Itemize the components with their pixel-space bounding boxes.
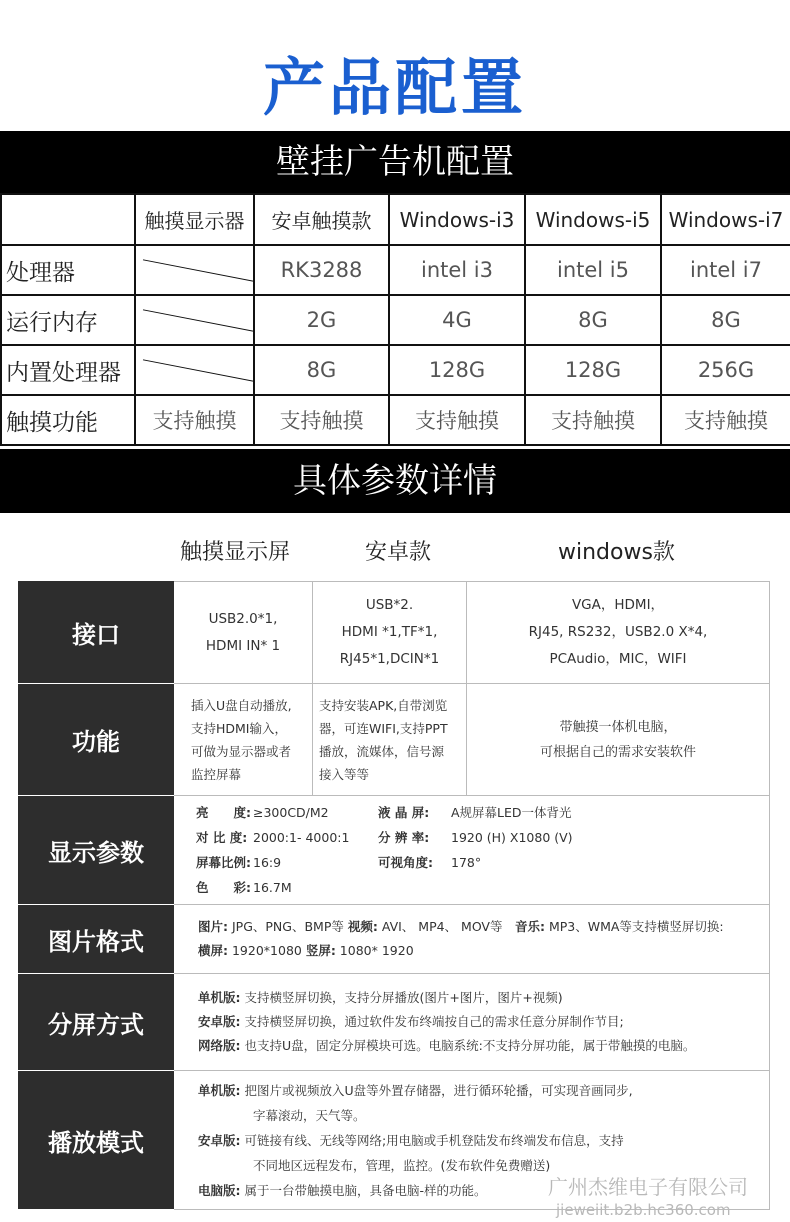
display-param-line — [196, 800, 769, 825]
spec-row-function — [19, 684, 770, 796]
spec-line: 带触摸一体机电脑， — [559, 719, 677, 735]
display-param-value: 1920 (H) X1080 (V) — [451, 830, 573, 845]
split-key: 单机版: — [198, 990, 241, 1005]
config-cell: 2G — [254, 295, 389, 345]
spec-row-label: 接口 — [19, 582, 174, 684]
format-line — [198, 939, 769, 963]
config-cell: 支持触摸 — [135, 395, 254, 445]
play-key: 电脑版: — [198, 1182, 241, 1198]
config-cell: 128G — [389, 345, 525, 395]
split-value: 支持横竖屏切换，通过软件发布终端按自己的需求任意分屏制作节目; — [240, 1014, 624, 1029]
spec-row-label: 分屏方式 — [19, 974, 174, 1071]
spec-line: 可做为显示器或者 — [191, 743, 292, 759]
config-cell: intel i7 — [661, 245, 790, 295]
config-cell: 8G — [661, 295, 790, 345]
display-param-value: 2000:1- 4000:1 — [253, 830, 350, 845]
config-row-label: 触摸功能 — [1, 395, 135, 445]
detail-column-touch: 触摸显示屏 — [180, 540, 291, 565]
config-cell-not-applicable — [135, 245, 254, 295]
config-row-label: 运行内存 — [1, 295, 135, 345]
config-cell: 8G — [525, 295, 661, 345]
display-param-value: 16:9 — [253, 855, 282, 870]
spec-display-cell — [174, 796, 770, 905]
format-key: 横屏: — [198, 943, 228, 958]
display-param-key: 对 比 度: — [196, 830, 248, 845]
play-value: 属于一台带触摸电脑，具备电脑-样的功能。 — [240, 1182, 487, 1198]
spec-line: 支持安装APK,自带浏览 — [319, 697, 448, 713]
spec-line: 可根据自己的需求安装软件 — [539, 744, 696, 760]
slash-line — [143, 259, 253, 281]
config-cell: intel i3 — [389, 245, 525, 295]
config-row-touch — [1, 395, 790, 445]
config-cell: 支持触摸 — [661, 395, 790, 445]
spec-cell-android — [313, 684, 467, 796]
config-header-cell: Windows-i3 — [389, 194, 525, 245]
format-key: 竖屏: — [305, 943, 336, 958]
config-cell: 128G — [525, 345, 661, 395]
config-row-label: 处理器 — [1, 245, 135, 295]
config-header-row — [1, 194, 790, 245]
play-key: 安卓版: — [198, 1132, 241, 1148]
display-param-key: 屏幕比例: — [196, 855, 251, 870]
detail-column-android: 安卓款 — [365, 540, 432, 565]
spec-row-split — [19, 974, 770, 1071]
config-header-cell: Windows-i5 — [525, 194, 661, 245]
play-value: 可链接有线、无线等网络;用电脑或手机登陆发布终端发布信息，支持 — [240, 1132, 624, 1148]
spec-row-label: 功能 — [19, 684, 174, 796]
display-param-key: 液 晶 屏: — [378, 805, 430, 820]
config-cell: 256G — [661, 345, 790, 395]
spec-line: 插入U盘自动播放, — [191, 697, 292, 713]
slash-line — [143, 309, 253, 331]
spec-cell-windows — [467, 684, 770, 796]
split-value: 也支持U盘，固定分屏模块可选。电脑系统:不支持分屏功能，属于带触摸的电脑。 — [240, 1038, 696, 1053]
format-line — [198, 915, 769, 939]
config-table — [0, 193, 790, 446]
config-cell: 4G — [389, 295, 525, 345]
spec-split-cell — [174, 974, 770, 1071]
config-cell-not-applicable — [135, 345, 254, 395]
page-title: 产品配置 — [262, 51, 527, 124]
config-header-cell: 触摸显示器 — [135, 194, 254, 245]
play-line — [198, 1128, 769, 1153]
spec-row-label: 播放模式 — [19, 1071, 174, 1210]
display-param-key: 色 彩: — [196, 880, 251, 895]
format-value: MP3、WMA等支持横竖屏切换: — [544, 919, 724, 934]
config-cell-not-applicable — [135, 295, 254, 345]
spec-line: HDMI IN* 1 — [205, 637, 281, 654]
config-header-cell: Windows-i7 — [661, 194, 790, 245]
detail-section-banner: 具体参数详情 — [0, 449, 790, 513]
spec-line: 支持HDMI输入， — [191, 720, 287, 736]
spec-line: USB*2. — [365, 597, 414, 613]
spec-format-cell — [174, 905, 770, 974]
split-key: 安卓版: — [198, 1014, 241, 1029]
spec-cell-android — [313, 582, 467, 684]
spec-line: 器，可连WIFI,支持PPT — [319, 720, 448, 736]
config-cell: 支持触摸 — [389, 395, 525, 445]
display-param-value: ≥300CD/M2 — [253, 805, 329, 820]
display-param-key: 分 辨 率: — [378, 830, 430, 845]
play-line — [198, 1078, 769, 1103]
spec-row-format — [19, 905, 770, 974]
display-param-line — [196, 825, 769, 850]
config-section-banner: 壁挂广告机配置 — [0, 131, 790, 193]
split-line — [198, 986, 769, 1010]
play-line: 不同地区远程发布，管理，监控。(发布软件免费赠送) — [253, 1157, 551, 1173]
spec-line: RJ45*1,DCIN*1 — [339, 651, 440, 667]
play-key: 单机版: — [198, 1082, 241, 1098]
format-key: 图片: — [198, 919, 228, 934]
display-param-line — [196, 875, 769, 900]
slash-line — [143, 359, 253, 381]
spec-line: HDMI *1,TF*1, — [341, 624, 438, 640]
config-cell: 8G — [254, 345, 389, 395]
spec-line: VGA，HDMI， — [571, 597, 665, 613]
config-row-label: 内置处理器 — [1, 345, 135, 395]
split-value: 支持横竖屏切换，支持分屏播放(图片+图片，图片+视频) — [240, 990, 563, 1005]
format-value: 1080* 1920 — [335, 943, 414, 958]
watermark-company: 广州杰维电子有限公司 — [548, 1175, 748, 1199]
format-value: 1920*1080 — [228, 943, 306, 958]
config-header-cell — [1, 194, 135, 245]
spec-row-display — [19, 796, 770, 905]
config-row-memory — [1, 295, 790, 345]
format-value: JPG、PNG、BMP等 — [228, 919, 348, 934]
config-cell: intel i5 — [525, 245, 661, 295]
config-cell: 支持触摸 — [525, 395, 661, 445]
config-header-cell: 安卓触摸款 — [254, 194, 389, 245]
split-line — [198, 1010, 769, 1034]
spec-line: 播放，流媒体，信号源 — [319, 743, 445, 759]
spec-row-interface — [19, 582, 770, 684]
split-line — [198, 1034, 769, 1058]
watermark-url: jieweiit.b2b.hc360.com — [556, 1201, 731, 1219]
spec-line: 监控屏幕 — [191, 766, 242, 782]
play-line: 字幕滚动，天气等。 — [253, 1107, 366, 1123]
spec-table — [18, 581, 770, 1210]
display-param-key: 亮 度: — [196, 805, 251, 820]
spec-row-label: 图片格式 — [19, 905, 174, 974]
split-key: 网络版: — [198, 1038, 241, 1053]
format-value: AVI、 MP4、 MOV等 — [377, 919, 515, 934]
spec-line: USB2.0*1, — [208, 610, 278, 627]
config-cell: 支持触摸 — [254, 395, 389, 445]
format-key: 视频: — [347, 919, 378, 934]
spec-line: 接入等等 — [319, 766, 370, 782]
format-key: 音乐: — [514, 919, 545, 934]
spec-cell-touch — [174, 582, 313, 684]
display-param-value: A规屏幕LED一体背光 — [451, 805, 572, 820]
display-param-key: 可视角度: — [378, 855, 433, 870]
spec-cell-windows — [467, 582, 770, 684]
display-param-value: 16.7M — [253, 880, 292, 895]
play-value: 把图片或视频放入U盘等外置存储器，进行循环轮播，可实现音画同步, — [240, 1082, 633, 1098]
spec-cell-touch — [174, 684, 313, 796]
display-param-value: 178° — [451, 855, 482, 870]
spec-line: PCAudio，MIC，WIFI — [549, 651, 687, 667]
spec-line: RJ45, RS232，USB2.0 X*4, — [528, 624, 708, 640]
display-param-line — [196, 850, 769, 875]
spec-row-label: 显示参数 — [19, 796, 174, 905]
detail-column-windows: windows款 — [558, 540, 675, 565]
config-row-processor — [1, 245, 790, 295]
config-row-storage — [1, 345, 790, 395]
config-cell: RK3288 — [254, 245, 389, 295]
